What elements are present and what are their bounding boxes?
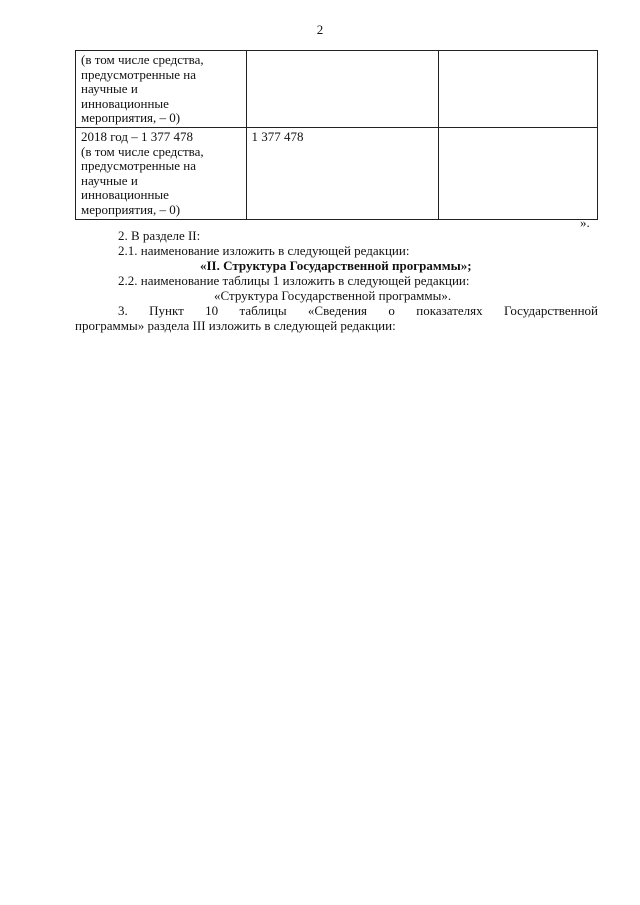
cell-line: инновационные (81, 95, 169, 111)
cell-line: 2018 год – 1 377 478 (81, 128, 193, 144)
table-cell-period (76, 51, 247, 128)
table-cell-period (76, 127, 247, 219)
closing-quote: ». (580, 215, 590, 230)
paragraph-3-line-2: программы» раздела III изложить в следующей редакции: (75, 318, 396, 333)
paragraph-section-2: 2. В разделе II: (118, 228, 201, 243)
page-number: 2 (316, 22, 324, 37)
paragraph-2-1: 2.1. наименование изложить в следующей редакции: (118, 243, 410, 258)
table-row (76, 51, 598, 128)
cell-line: мероприятия, – 0) (81, 110, 181, 126)
financing-table (75, 50, 598, 220)
cell-line: (в том числе средства, (81, 143, 204, 159)
table-cell-extra (438, 51, 597, 128)
table-cell-amount: 1 377 478 (246, 127, 438, 219)
cell-line: инновационные (81, 187, 169, 203)
cell-line: научные и (81, 172, 138, 188)
cell-line: научные и (81, 81, 138, 97)
cell-line: (в том числе средства, (81, 52, 204, 67)
table-row (76, 127, 598, 219)
table-cell-extra (438, 127, 597, 219)
heading-structure: «II. Структура Государственной программы»; (200, 258, 472, 273)
table-title-text: «Структура Государственной программы». (214, 288, 452, 303)
table-cell-amount (246, 51, 438, 128)
paragraph-2-2: 2.2. наименование таблицы 1 изложить в следующей редакции: (118, 273, 470, 288)
cell-line: мероприятия, – 0) (81, 201, 181, 217)
cell-line: предусмотренные на (81, 66, 197, 82)
cell-line: предусмотренные на (81, 158, 197, 174)
paragraph-3-line-1: 3. Пункт 10 таблицы «Сведения о показателях Государственной (118, 303, 598, 318)
